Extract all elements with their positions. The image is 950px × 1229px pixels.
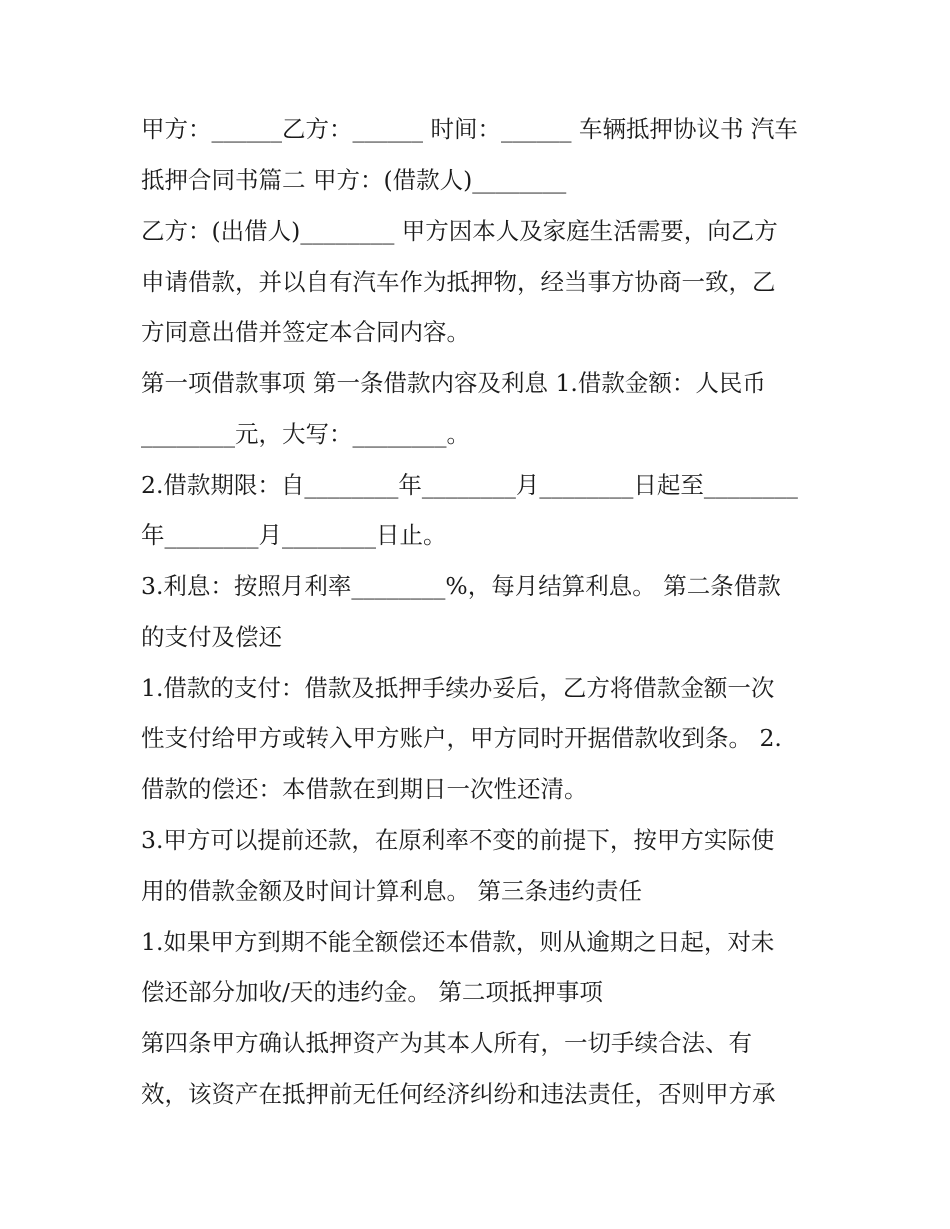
text-line: 3.利息：按照月利率________%，每月结算利息。 第二条借款 (141, 572, 781, 600)
text-line: ________元，大写：________。 (141, 420, 470, 448)
text-line: 的支付及偿还 (141, 623, 282, 651)
text-line: 甲方：______乙方：______ 时间：______ 车辆抵押协议书 汽车 (141, 115, 798, 143)
text-line: 性支付给甲方或转入甲方账户，甲方同时开据借款收到条。 2. (141, 724, 782, 752)
text-line: 方同意出借并签定本合同内容。 (141, 318, 470, 346)
text-line: 申请借款，并以自有汽车作为抵押物，经当事方协商一致，乙 (141, 268, 776, 296)
text-line: 年________月________日止。 (141, 521, 447, 549)
text-line: 用的借款金额及时间计算利息。 第三条违约责任 (141, 877, 642, 905)
text-line: 效，该资产在抵押前无任何经济纠纷和违法责任，否则甲方承 (141, 1080, 776, 1108)
text-line: 借款的偿还：本借款在到期日一次性还清。 (141, 775, 588, 803)
text-line: 乙方：(出借人)________ 甲方因本人及家庭生活需要，向乙方 (141, 217, 778, 245)
text-line: 2.借款期限：自________年________月________日起至________ (141, 471, 798, 499)
text-line: 3.甲方可以提前还款，在原利率不变的前提下，按甲方实际使 (141, 826, 775, 854)
text-line: 第四条甲方确认抵押资产为其本人所有，一切手续合法、有 (141, 1029, 752, 1057)
text-line: 1.借款的支付：借款及抵押手续办妥后，乙方将借款金额一次 (141, 674, 775, 702)
text-line: 1.如果甲方到期不能全额偿还本借款，则从逾期之日起，对未 (141, 928, 775, 956)
text-line: 偿还部分加收/天的违约金。 第二项抵押事项 (141, 978, 603, 1006)
text-line: 第一项借款事项 第一条借款内容及利息 1.借款金额：人民币 (141, 369, 766, 397)
text-line: 抵押合同书篇二 甲方：(借款人)________ (141, 166, 567, 194)
